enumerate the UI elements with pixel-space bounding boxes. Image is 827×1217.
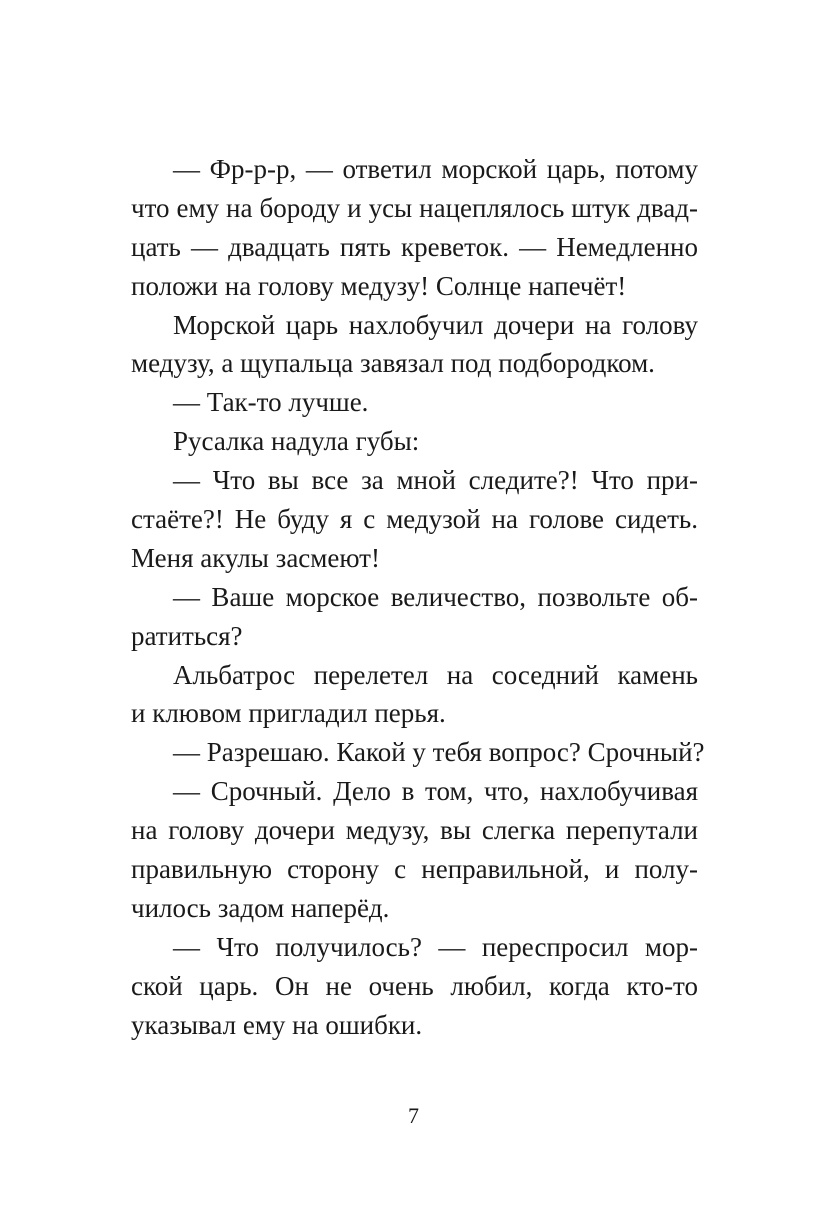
text-line: цать — двадцать пять креветок. — Немедленно [131, 231, 698, 262]
text-line: Альбатрос перелетел на соседний камень [173, 659, 698, 690]
text-line: чилось задом наперёд. [131, 892, 390, 923]
page-number: 7 [408, 1103, 419, 1128]
text-line: правильную сторону с неправильной, и полу- [131, 854, 698, 885]
text-line: положи на голову медузу! Солнце напечёт! [131, 270, 627, 301]
text-line: — Фр-р-р, — ответил морской царь, потому [173, 154, 698, 184]
text-line: ратиться? [131, 620, 243, 651]
text-line: — Срочный. Дело в том, что, нахлобучивая [173, 776, 698, 807]
body-text [131, 150, 705, 1044]
text-line: — Так-то лучше. [173, 387, 369, 418]
text-line: — Что получилось? — переспросил мор- [173, 931, 698, 962]
text-line: — Что вы все за мной следите?! Что при- [173, 465, 698, 496]
text-line: ской царь. Он не очень любил, когда кто-то [131, 970, 698, 1001]
text-line: Русалка надула губы: [173, 426, 420, 457]
text-line: — Разрешаю. Какой у тебя вопрос? Срочный? [173, 737, 705, 768]
text-line: медузу, а щупальца завязал под подбородком. [131, 348, 655, 379]
text-line: на голову дочери медузу, вы слегка перепутали [131, 815, 698, 846]
text-line: Меня акулы засмеют! [131, 542, 380, 573]
text-line: — Ваше морское величество, позвольте об- [173, 581, 698, 612]
text-line: указывал ему на ошибки. [131, 1009, 423, 1040]
text-line: и клювом пригладил перья. [131, 698, 446, 729]
text-line: стаёте?! Не буду я с медузой на голове сидеть. [131, 504, 698, 535]
text-line: что ему на бороду и усы нацеплялось штук двад- [131, 192, 698, 223]
text-line: Морской царь нахлобучил дочери на голову [173, 309, 698, 340]
